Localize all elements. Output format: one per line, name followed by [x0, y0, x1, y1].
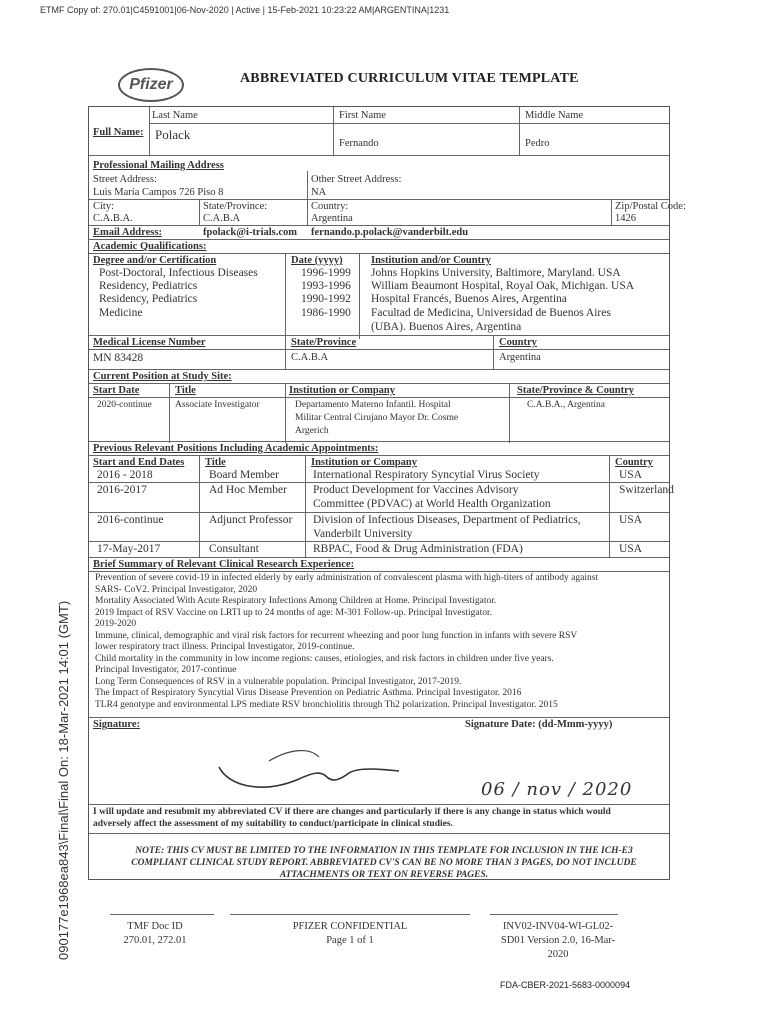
signature-label: Signature:	[93, 719, 141, 730]
academic-row-0-date: 1996-1999	[301, 267, 351, 279]
middle-name-label: Middle Name	[525, 110, 584, 121]
academic-row-3-inst2: (UBA). Buenos Aires, Argentina	[371, 321, 522, 333]
academic-row-3-degree: Medicine	[99, 307, 143, 319]
academic-row-2-date: 1990-1992	[301, 293, 351, 305]
street-value: Luis María Campos 726 Piso 8	[93, 187, 224, 198]
license-state: C.A.B.A	[291, 352, 329, 363]
country-label: Country:	[311, 201, 349, 212]
last-name-label: Last Name	[152, 110, 198, 121]
research-line: Mortality Associated With Acute Respiratory Infections Among Children at Home. Principal Investigator.	[95, 596, 497, 606]
state-value: C.A.B.A	[203, 213, 241, 224]
page-title: ABBREVIATED CURRICULUM VITAE TEMPLATE	[240, 71, 579, 86]
footer-page-number: Page 1 of 1	[326, 935, 374, 946]
logo-text: Pfizer	[129, 76, 173, 93]
previous-row-2-inst2: Vanderbilt University	[313, 528, 413, 540]
academic-row-3-date: 1986-1990	[301, 307, 351, 319]
research-line: 2019-2020	[95, 619, 137, 629]
license-col-header: Medical License Number	[93, 337, 206, 348]
previous-inst-header: Institution or Company	[311, 457, 417, 468]
email-primary: fpolack@i-trials.com	[203, 227, 298, 238]
middle-name-value: Pedro	[525, 138, 550, 149]
pledge-line-1: I will update and resubmit my abbreviated CV if there are changes and particularly if there is any change in status which would	[93, 807, 611, 817]
full-name-label: Full Name:	[93, 127, 144, 138]
footer-version-3: 2020	[547, 949, 569, 960]
previous-row-1-inst2: Committee (PDVAC) at World Health Organization	[313, 498, 551, 510]
note-line-1: NOTE: THIS CV MUST BE LIMITED TO THE INFORMATION IN THIS TEMPLATE FOR INCLUSION IN THE ICH-E3	[135, 846, 633, 856]
previous-dates-header: Start and End Dates	[93, 457, 185, 468]
previous-row-2-country: USA	[619, 514, 643, 526]
note-line-3: ATTACHMENTS OR TEXT ON REVERSE PAGES.	[279, 870, 489, 880]
research-line: 2019 Impact of RSV Vaccine on LRTI up to 24 months of age: M-301 Follow-up. Principal Investigator.	[95, 607, 492, 618]
footer-doc-id-value: 270.01, 272.01	[123, 935, 187, 946]
academic-row-2-degree: Residency, Pediatrics	[99, 293, 198, 305]
research-line: lower respiratory tract illness. Principal Investigator, 2019-continue.	[95, 642, 355, 652]
previous-row-1-title: Ad Hoc Member	[209, 484, 287, 496]
research-line: Principal Investigator, 2017-continue	[95, 665, 237, 675]
previous-row-3-dates: 17-May-2017	[97, 543, 161, 555]
academic-row-1-inst: William Beaumont Hospital, Royal Oak, Michigan. USA	[371, 280, 635, 292]
footer-doc-id-label: TMF Doc ID	[127, 921, 183, 932]
email-label: Email Address:	[93, 227, 162, 238]
license-country: Argentina	[499, 352, 541, 363]
previous-title-header: Title	[205, 457, 226, 468]
current-title: Associate Investigator	[175, 400, 260, 410]
country-value: Argentina	[311, 213, 353, 224]
fda-document-id: FDA-CBER-2021-5683-0000094	[500, 980, 631, 990]
current-start-header: Start Date	[93, 385, 140, 396]
academic-row-0-inst: Johns Hopkins University, Baltimore, Maryland. USA	[371, 267, 621, 279]
degree-col-header: Degree and/or Certification	[93, 255, 217, 266]
note-block	[108, 845, 660, 881]
city-label: City:	[93, 201, 115, 212]
academic-row-1-degree: Residency, Pediatrics	[99, 280, 198, 292]
current-inst-3: Argerich	[295, 426, 329, 436]
research-heading: Brief Summary of Relevant Clinical Research Experience:	[93, 559, 355, 570]
current-loc: C.A.B.A., Argentina	[527, 400, 605, 410]
previous-country-header: Country	[615, 457, 653, 468]
pfizer-logo	[118, 68, 184, 102]
current-heading: Current Position at Study Site:	[93, 371, 232, 382]
previous-row-0-title: Board Member	[209, 469, 279, 481]
research-line: TLR4 genotype and environmental LPS mediate RSV bronchiolitis through Th2 polarization. Principal Investigator. 2015	[95, 699, 558, 710]
research-list	[95, 573, 665, 711]
footer-center	[270, 920, 430, 948]
research-line: Long Term Consequences of RSV in a vulnerable population. Principal Investigator, 2017-2019.	[95, 676, 462, 687]
previous-row-0-inst: International Respiratory Syncytial Virus Society	[313, 469, 540, 481]
previous-row-3-title: Consultant	[209, 543, 259, 555]
institution-col-header: Institution and/or Country	[371, 255, 492, 266]
previous-heading: Previous Relevant Positions Including Academic Appointments:	[93, 443, 379, 454]
other-street-value: NA	[311, 187, 327, 198]
current-inst-header: Institution or Company	[289, 385, 395, 396]
date-col-header: Date (yyyy)	[291, 255, 343, 266]
previous-row-1-inst: Product Development for Vaccines Advisory	[313, 484, 519, 496]
first-name-label: First Name	[339, 110, 386, 121]
previous-row-2-title: Adjunct Professor	[209, 514, 293, 526]
footer-version-2: SD01 Version 2.0, 16-Mar-	[500, 935, 616, 946]
pledge-line-2: adversely affect the assessment of my suitability to conduct/participate in clinical studies.	[93, 819, 453, 829]
previous-row-3-country: USA	[619, 543, 643, 555]
previous-row-1-country: Switzerland	[619, 484, 674, 496]
current-inst-2: Militar Central Cirujano Mayor Dr. Cosme	[295, 413, 459, 423]
current-title-header: Title	[175, 385, 196, 396]
previous-row-3-inst: RBPAC, Food & Drug Administration (FDA)	[313, 543, 523, 555]
footer-confidential: PFIZER CONFIDENTIAL	[292, 921, 408, 932]
street-label: Street Address:	[93, 174, 157, 185]
research-line: Child mortality in the community in low income regions: causes, etiologies, and risk factors in children under five years.	[95, 653, 554, 664]
other-street-label: Other Street Address:	[311, 174, 402, 185]
academic-row-1-date: 1993-1996	[301, 280, 351, 292]
state-label: State/Province:	[203, 201, 268, 212]
previous-row-2-dates: 2016-continue	[97, 514, 164, 526]
research-line: Prevention of severe covid-19 in infected elderly by early administration of convalescent plasma with high-titers of antibody against	[95, 573, 599, 583]
previous-row-1-dates: 2016-2017	[97, 484, 147, 496]
research-line: Immune, clinical, demographic and viral risk factors for recurrent wheezing and poor lung function in infants with severe RSV	[95, 630, 578, 641]
last-name-value: Polack	[155, 127, 191, 142]
academic-row-0-degree: Post-Doctoral, Infectious Diseases	[99, 267, 258, 279]
note-line-2: COMPLIANT CLINICAL STUDY REPORT. ABBREVIATED CV'S CAN BE NO MORE THAN 3 PAGES, DO NOT INCLUDE	[131, 858, 637, 868]
email-secondary: fernando.p.polack@vanderbilt.edu	[311, 227, 469, 238]
current-inst-1: Departamento Materno Infantil. Hospital	[295, 400, 451, 410]
license-country-header: Country	[499, 337, 537, 348]
current-loc-header: State/Province & Country	[517, 385, 635, 396]
license-state-header: State/Province	[291, 337, 357, 348]
license-number: MN 83428	[93, 352, 144, 364]
current-start: 2020-continue	[97, 400, 152, 410]
footer-left	[100, 920, 210, 948]
side-stamp-text: 090177e1968ea843\Final\Final On: 18-Mar-2021 14:01 (GMT)	[56, 600, 71, 960]
academic-row-2-inst: Hospital Francés, Buenos Aires, Argentina	[371, 293, 567, 305]
academic-heading: Academic Qualifications:	[93, 241, 207, 252]
city-value: C.A.B.A.	[93, 213, 133, 224]
mailing-heading: Professional Mailing Address	[93, 160, 224, 171]
zip-label: Zip/Postal Code:	[615, 201, 686, 212]
zip-value: 1426	[615, 213, 636, 224]
research-line: The Impact of Respiratory Syncytial Virus Disease Prevention on Pediatric Asthma. Principal Investigator. 2016	[95, 688, 522, 698]
first-name-value: Fernando	[339, 138, 379, 149]
document-stamp: ETMF Copy of: 270.01|C4591001|06-Nov-2020 | Active | 15-Feb-2021 10:23:22 AM|ARGENTINA|1231	[40, 5, 450, 15]
footer-version-1: INV02-INV04-WI-GL02-	[502, 921, 614, 932]
academic-row-3-inst: Facultad de Medicina, Universidad de Buenos Aires	[371, 307, 611, 319]
handwritten-signature	[209, 739, 409, 799]
research-line: SARS- CoV2. Principal Investigator, 2020	[95, 584, 258, 595]
previous-row-2-inst: Division of Infectious Diseases, Department of Pediatrics,	[313, 514, 581, 526]
previous-row-0-country: USA	[619, 469, 643, 481]
footer-right	[488, 920, 628, 962]
cv-form	[88, 106, 686, 880]
signature-date-label: Signature Date: (dd-Mmm-yyyy)	[465, 719, 613, 730]
signature-date-handwritten: 06 / nov / 2020	[481, 779, 633, 800]
previous-row-0-dates: 2016 - 2018	[97, 469, 153, 481]
